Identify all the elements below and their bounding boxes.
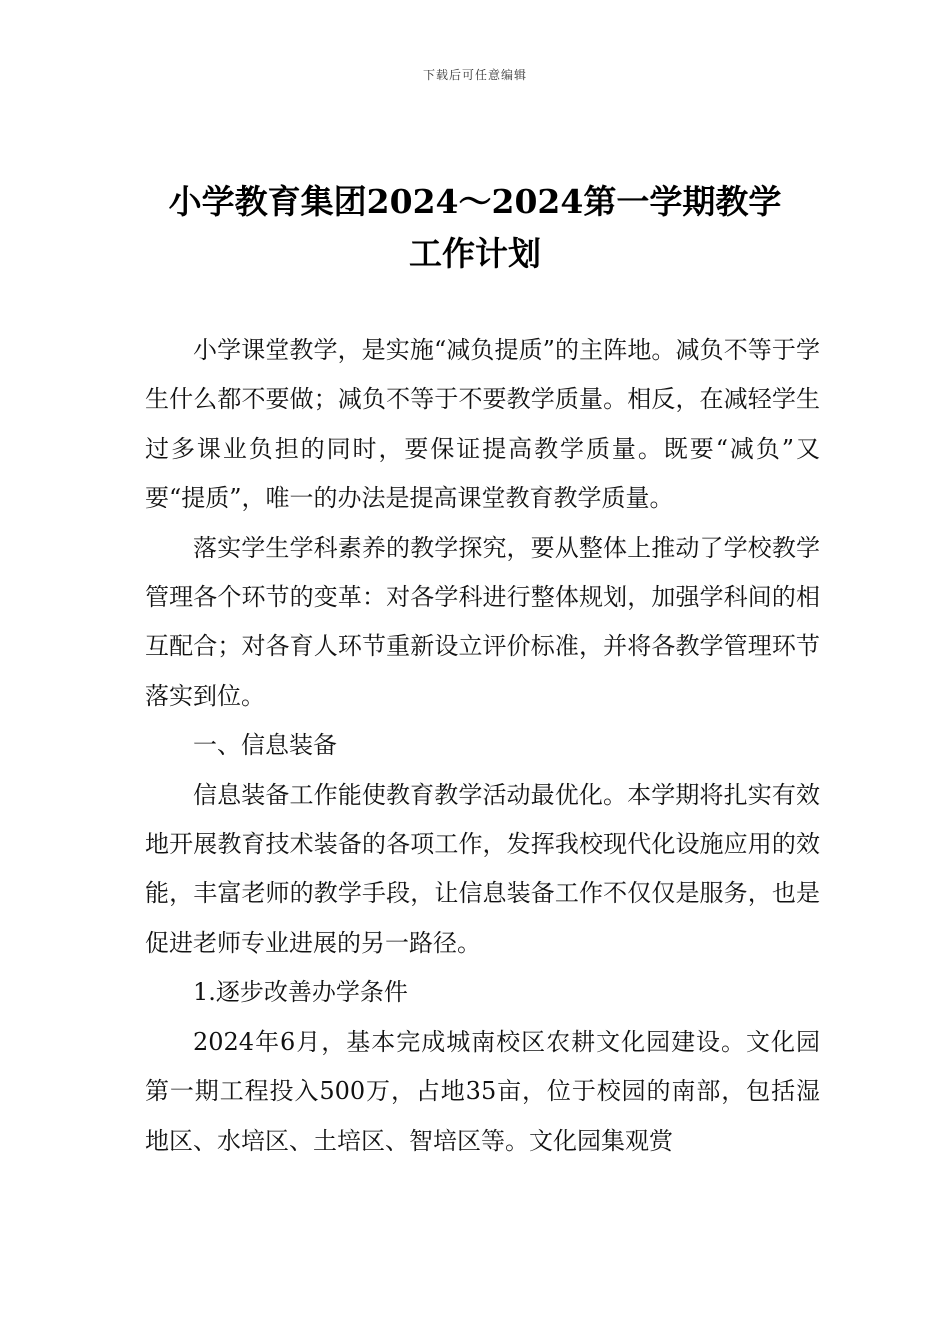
paragraph-culture-park: 2024年6月，基本完成城南校区农耕文化园建设。文化园第一期工程投入500万，占地35亩，位于校园的南部，包括湿地区、水培区、土培区、智培区等。文化园集观赏	[145, 1027, 820, 1155]
title-line-1: 小学教育集团2024～2024第一学期教学	[168, 182, 782, 221]
title-line-2: 工作计划	[409, 234, 541, 273]
header-note: 下载后可任意编辑	[422, 68, 527, 82]
paragraph-reform: 落实学生学科素养的教学探究，要从整体上推动了学校教学管理各个环节的变革：对各学科进行整体规划，加强学科间的相互配合；对各育人环节重新设立评价标准，并将各教学管理环节落实到位。	[145, 533, 820, 710]
section-heading-info-equipment: 一、信息装备	[193, 731, 337, 760]
document-title	[120, 176, 830, 280]
paragraph-info-equipment: 信息装备工作能使教育教学活动最优化。本学期将扎实有效地开展教育技术装备的各项工作，发挥我校现代化设施应用的效能，丰富老师的教学手段，让信息装备工作不仅仅是服务，也是促进老师专业进展的另一路径。	[145, 780, 820, 957]
document-body	[145, 326, 820, 1166]
paragraph-intro: 小学课堂教学，是实施“减负提质”的主阵地。减负不等于学生什么都不要做；减负不等于不要教学质量。相反，在减轻学生过多课业负担的同时，要保证提高教学质量。既要“减负”又要“提质”，唯一的办法是提高课堂教育教学质量。	[145, 336, 820, 513]
subsection-heading-conditions: 1.逐步改善办学条件	[193, 978, 408, 1007]
